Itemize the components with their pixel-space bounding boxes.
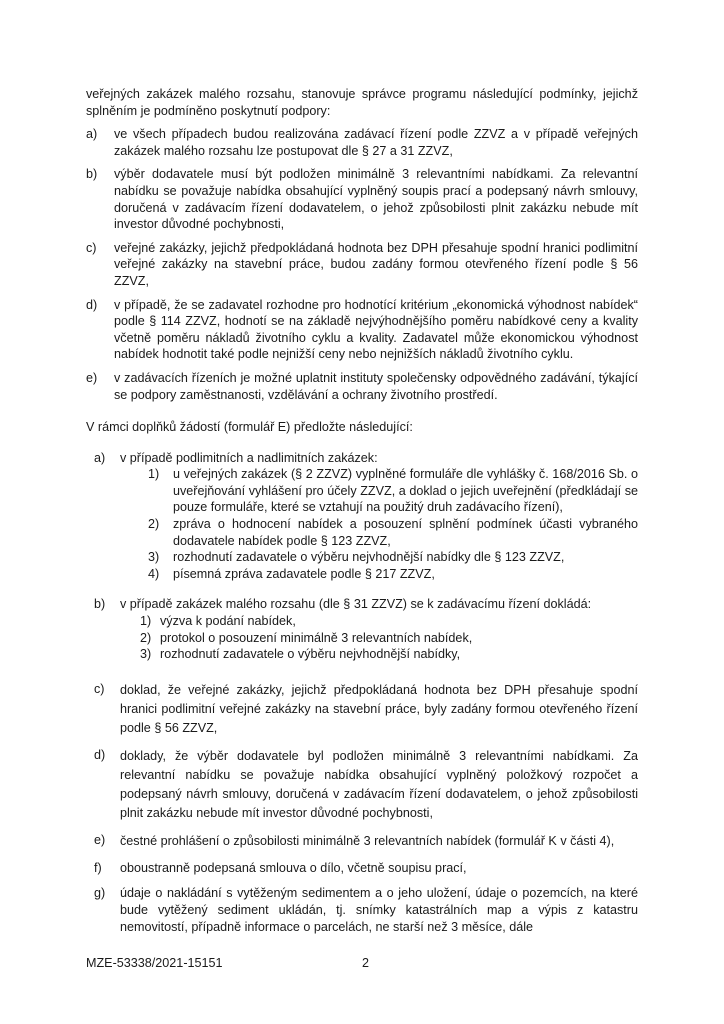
attachment-label: a) [94, 450, 106, 465]
attachment-item [86, 596, 638, 662]
document-id: MZE-53338/2021-15151 [86, 956, 223, 970]
condition-text: v případě, že se zadavatel rozhodne pro hodnotící kritérium „ekonomická výhodnost nabídek“ podle § 114 ZZVZ, hodnotí se na základě nejvýhodnějšího poměru nabídkové ceny a kvality včetně poměru nákladů životního cyklu a kvality. Zadavatel může ekonomickou výhodnost nabídek hodnotit také podle nejnižší ceny nebo nejnižších nákladů životního cyklu. [114, 297, 638, 362]
subitem-text: protokol o posouzení minimálně 3 relevantních nabídek, [160, 630, 473, 645]
condition-text: v zadávacích řízeních je možné uplatnit instituty společensky odpovědného zadávání, týkající se podpory zaměstnanosti, vzdělávání a ochrany životního prostředí. [114, 370, 638, 402]
attachment-text: čestné prohlášení o způsobilosti minimálně 3 relevantních nabídek (formulář K v části 4), [120, 833, 615, 848]
attachments-list [86, 450, 638, 936]
subitem [148, 466, 638, 516]
condition-label: b) [86, 167, 98, 182]
subitem [148, 516, 638, 549]
attachment-sublist [148, 466, 638, 582]
page-number: 2 [362, 956, 370, 970]
condition-text: ve všech případech budou realizována zadávací řízení podle ZZVZ a v případě veřejných zakázek malého rozsahu lze postupovat dle § 27 a 31 ZZVZ, [114, 127, 638, 158]
attachment-item [86, 747, 638, 823]
subitem-number: 1) [140, 614, 152, 629]
attachment-label: d) [94, 747, 106, 762]
attachment-text: doklady, že výběr dodavatele byl podložen minimálně 3 relevantními nabídkami. Za relevantní nabídku se považuje nabídka obsahující vyplněný položkový rozpočet a podepsaný návrh smlouvy, doručená v zadávacím řízení dodavatelem, o jehož způsobilosti plnit zakázku nebude mít investor důvodné pochybnosti, [120, 748, 638, 820]
subitem [148, 566, 638, 583]
condition-text: veřejné zakázky, jejichž předpokládaná hodnota bez DPH přesahuje spodní hranici podlimitní veřejné zakázky na stavební práce, budou zadány formou otevřeného řízení podle § 56 ZZVZ, [114, 240, 638, 288]
attachment-sublist [140, 613, 638, 663]
subitem-number: 1) [148, 467, 160, 482]
section-heading: V rámci doplňků žádostí (formulář E) předložte následující: [86, 420, 413, 435]
attachment-item [86, 860, 638, 877]
condition-text: výběr dodavatele musí být podložen minimálně 3 relevantními nabídkami. Za relevantní nabídku se považuje nabídka obsahující vyplněný soupis prací a podepsaný návrh smlouvy, doručená v zadávacím řízení dodavatelem, o jehož způsobilosti plnit zakázku nebude mít investor důvodné pochybnosti, [114, 167, 638, 232]
attachment-label: g) [94, 886, 106, 901]
subitem-number: 4) [148, 566, 160, 581]
attachment-text: v případě zakázek malého rozsahu (dle § 31 ZZVZ) se k zadávacímu řízení dokládá: [120, 597, 592, 612]
subitem-number: 3) [140, 647, 152, 662]
attachment-text: doklad, že veřejné zakázky, jejichž předpokládaná hodnota bez DPH přesahuje spodní hranici podlimitní veřejné zakázky na stavební práce, byly zadány formou otevřeného řízení podle § 56 ZZVZ, [120, 682, 638, 735]
condition-item [86, 126, 638, 159]
subitem-text: zpráva o hodnocení nabídek a posouzení splnění podmínek účasti vybraného dodavatele nabídek podle § 123 ZZVZ, [173, 517, 638, 548]
subitem-text: rozhodnutí zadavatele o výběru nejvhodnější nabídky, [160, 647, 461, 662]
subitem-number: 2) [140, 630, 152, 645]
page-footer [86, 955, 638, 972]
attachment-item [86, 681, 638, 738]
attachment-text: oboustranně podepsaná smlouva o dílo, včetně soupisu prací, [120, 860, 467, 875]
attachment-label: b) [94, 597, 106, 612]
attachment-text: v případě podlimitních a nadlimitních zakázek: [120, 450, 378, 465]
subitem-text: výzva k podání nabídek, [160, 614, 296, 629]
condition-item [86, 370, 638, 403]
subitem-text: písemná zpráva zadavatele podle § 217 ZZVZ, [173, 566, 435, 581]
document-page [86, 86, 638, 944]
condition-item [86, 240, 638, 290]
attachment-label: e) [94, 832, 106, 847]
intro-paragraph: veřejných zakázek malého rozsahu, stanovuje správce programu následující podmínky, jejichž splněním je podmíněno poskytnutí podpory: [86, 87, 638, 118]
subitem-text: rozhodnutí zadavatele o výběru nejvhodnější nabídky dle § 123 ZZVZ, [173, 550, 565, 565]
conditions-list [86, 126, 638, 403]
attachment-label: c) [94, 681, 105, 696]
subitem-number: 3) [148, 550, 160, 565]
subitem [148, 549, 638, 566]
condition-item [86, 297, 638, 363]
condition-label: c) [86, 240, 97, 255]
condition-label: e) [86, 370, 98, 385]
subitem [140, 613, 638, 630]
attachment-label: f) [94, 860, 102, 875]
subitem-number: 2) [148, 517, 160, 532]
subitem [140, 630, 638, 647]
attachment-text: údaje o nakládání s vytěženým sedimentem a o jeho uložení, údaje o pozemcích, na které bude vytěžený sediment ukládán, tj. snímky katastrálních map a výpis z katastru nemovitostí, případně informace o parcelách, ne starší než 3 měsíce, dále [120, 886, 638, 934]
condition-label: a) [86, 127, 98, 142]
condition-label: d) [86, 297, 98, 312]
subitem-text: u veřejných zakázek (§ 2 ZZVZ) vyplněné formuláře dle vyhlášky č. 168/2016 Sb. o uveřejňování vyhlášení pro účely ZZVZ, a doklad o jejich uveřejnění (předkládají se pouze formuláře, které se vztahují na použitý druh zadávacího řízení), [173, 467, 638, 515]
subitem [140, 646, 638, 663]
attachment-item [86, 885, 638, 935]
attachment-item [86, 450, 638, 583]
attachment-item [86, 832, 638, 851]
condition-item [86, 166, 638, 232]
